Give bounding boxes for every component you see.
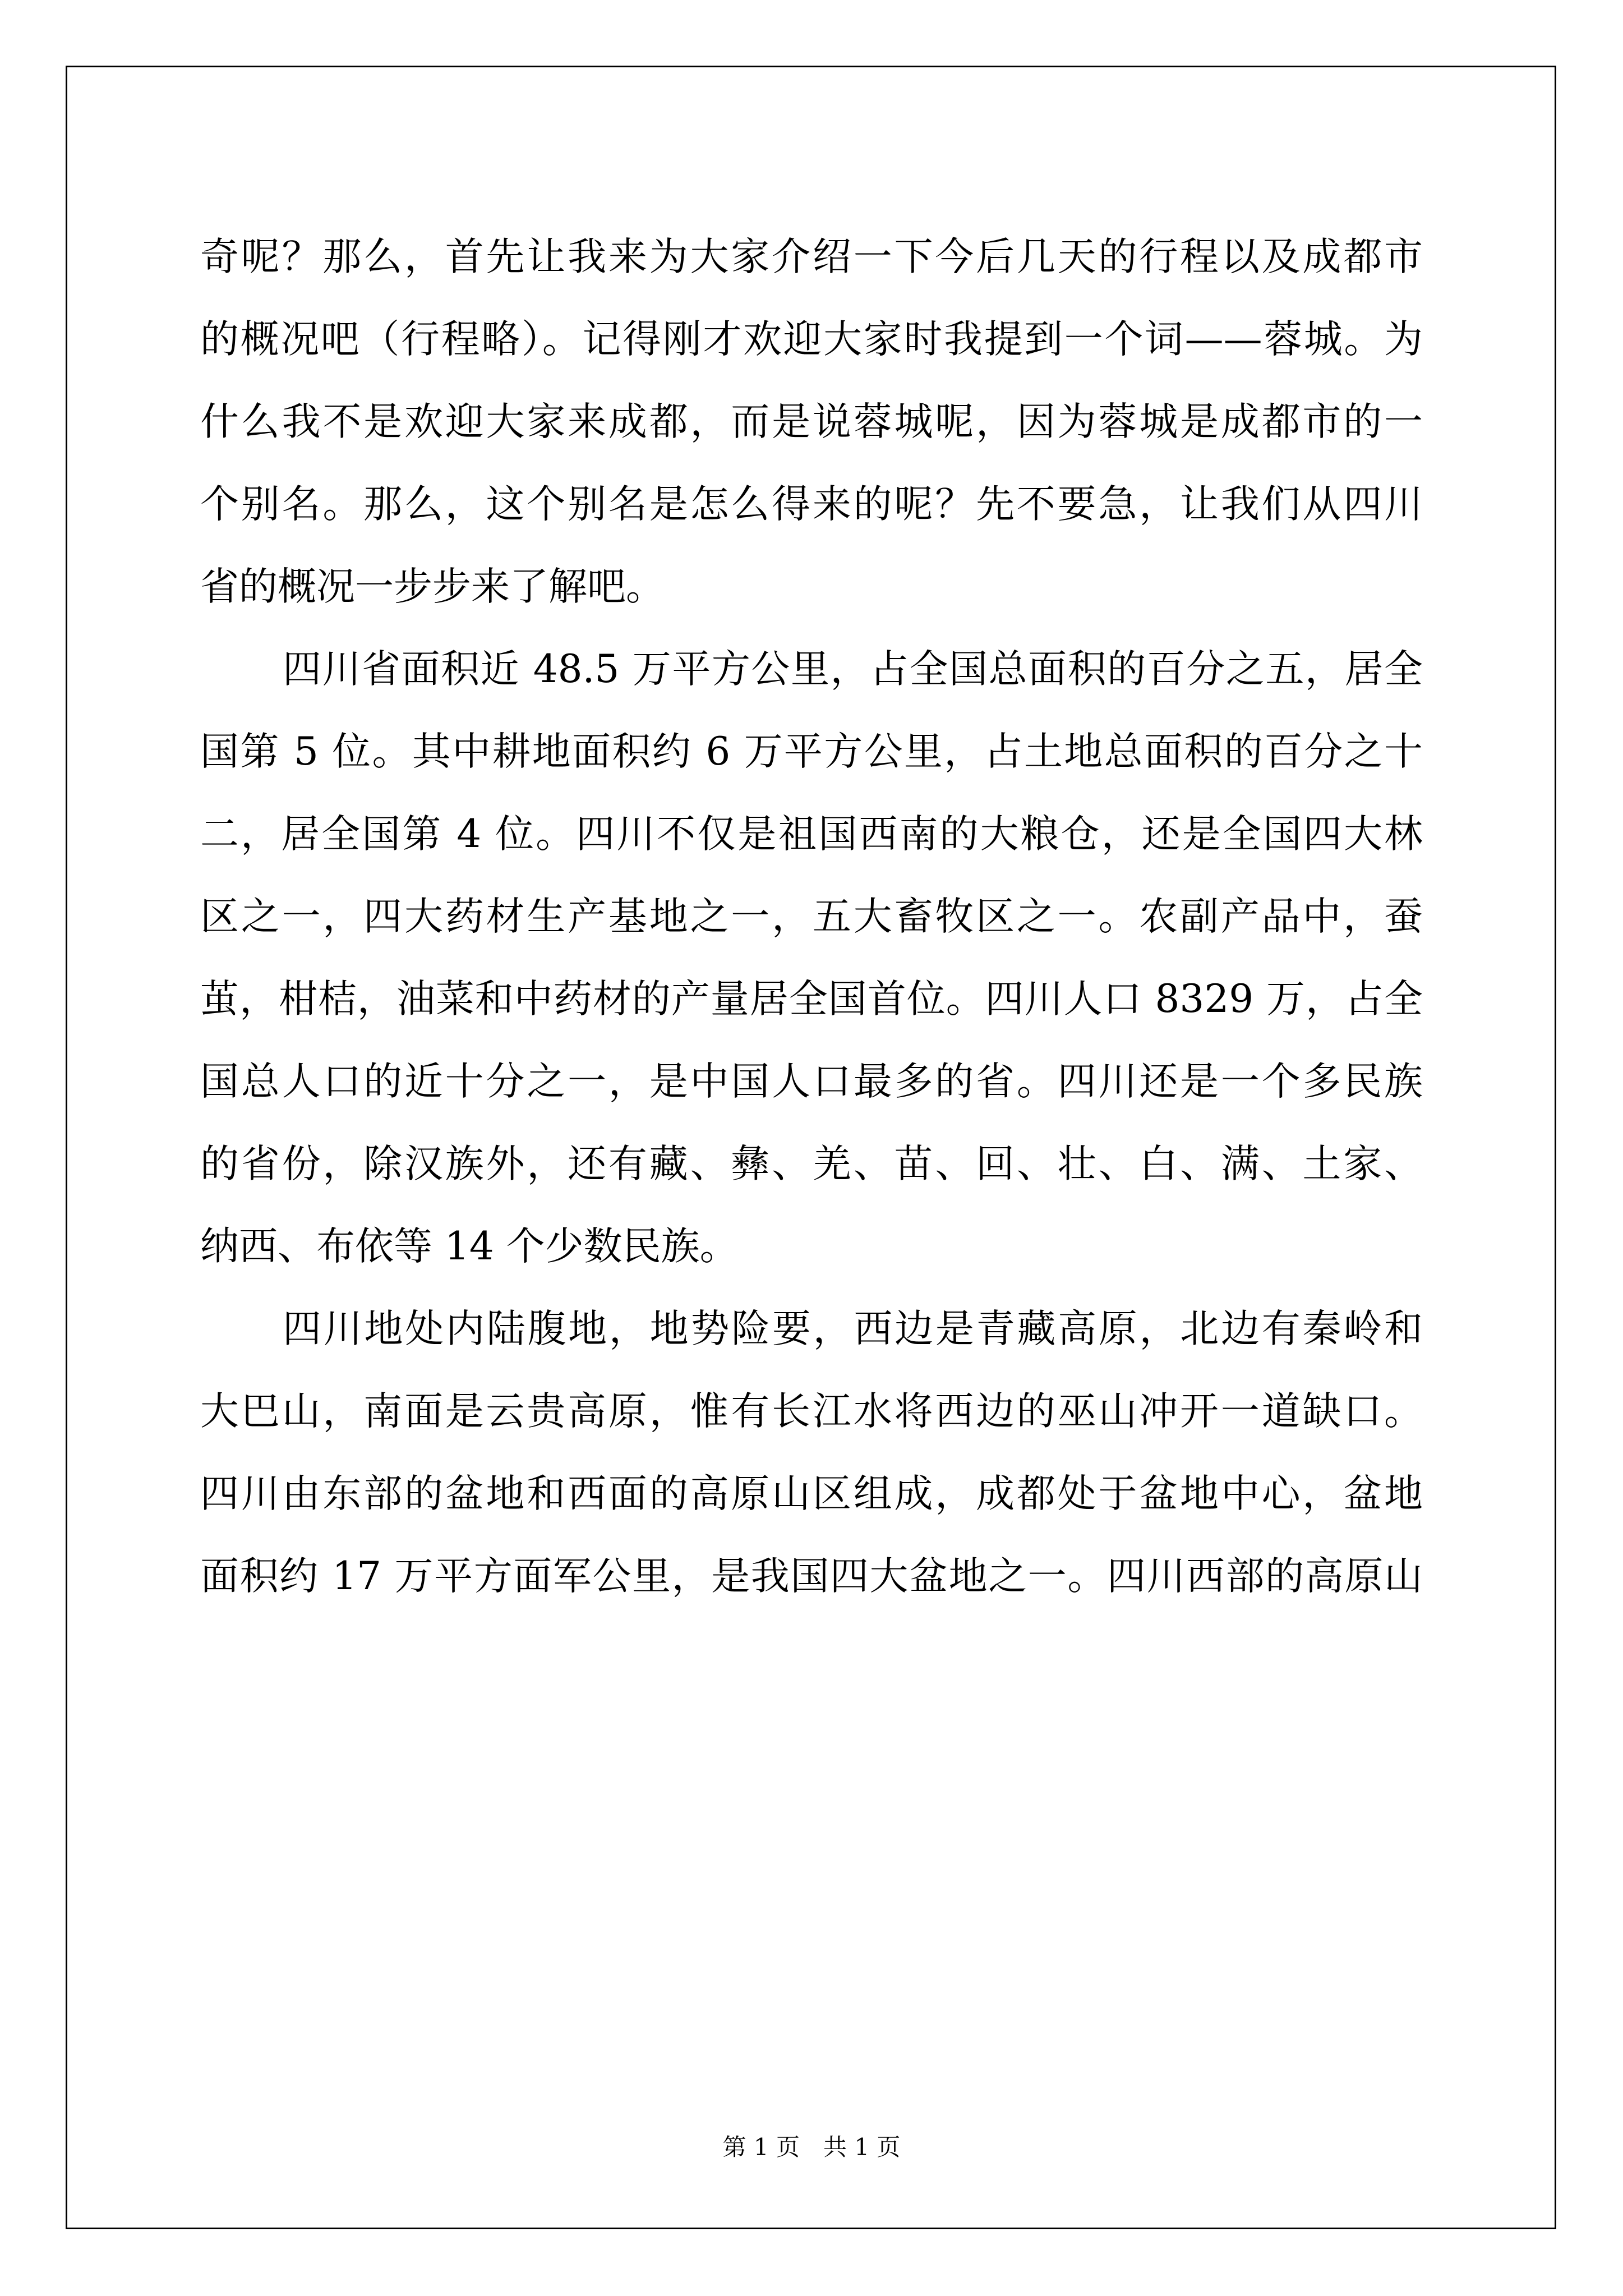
text-line: 的概况吧（行程略）。记得刚才欢迎大家时我提到一个词——蓉城。为 (200, 317, 1423, 362)
text-line: 茧，柑桔，油菜和中药材的产量居全国首位。四川人口 8329 万，占全 (200, 977, 1423, 1022)
text-line: 的省份，除汉族外，还有藏、彝、羌、苗、回、壮、白、满、土家、 (200, 1142, 1423, 1186)
text-line: 国第 5 位。其中耕地面积约 6 万平方公里，占土地总面积的百分之十 (200, 729, 1423, 774)
text-line: 奇呢？那么，首先让我来为大家介绍一下今后几天的行程以及成都市 (200, 234, 1423, 279)
text-line: 四川地处内陆腹地，地势险要，西边是青藏高原，北边有秦岭和 (283, 1306, 1423, 1351)
text-line: 什么我不是欢迎大家来成都，而是说蓉城呢，因为蓉城是成都市的一 (200, 399, 1423, 444)
text-line: 四川省面积近 48.5 万平方公里，占全国总面积的百分之五，居全 (283, 647, 1423, 692)
text-line: 二，居全国第 4 位。四川不仅是祖国西南的大粮仓，还是全国四大林 (200, 812, 1423, 857)
text-line: 省的概况一步步来了解吧。 (200, 564, 665, 609)
text-line: 四川由东部的盆地和西面的高原山区组成，成都处于盆地中心，盆地 (200, 1471, 1423, 1516)
text-line: 国总人口的近十分之一，是中国人口最多的省。四川还是一个多民族 (200, 1059, 1423, 1104)
text-line: 大巴山，南面是云贵高原，惟有长江水将西边的巫山冲开一道缺口。 (200, 1389, 1423, 1434)
page-number-footer: 第 1 页 共 1 页 (722, 2133, 901, 2161)
document-body (200, 216, 1423, 1618)
text-line: 面积约 17 万平方面军公里，是我国四大盆地之一。四川西部的高原山 (200, 1554, 1423, 1599)
text-line: 个别名。那么，这个别名是怎么得来的呢？先不要急，让我们从四川 (200, 482, 1423, 527)
text-line: 区之一，四大药材生产基地之一，五大畜牧区之一。农副产品中，蚕 (200, 894, 1423, 939)
text-line: 纳西、布依等 14 个少数民族。 (200, 1224, 739, 1269)
